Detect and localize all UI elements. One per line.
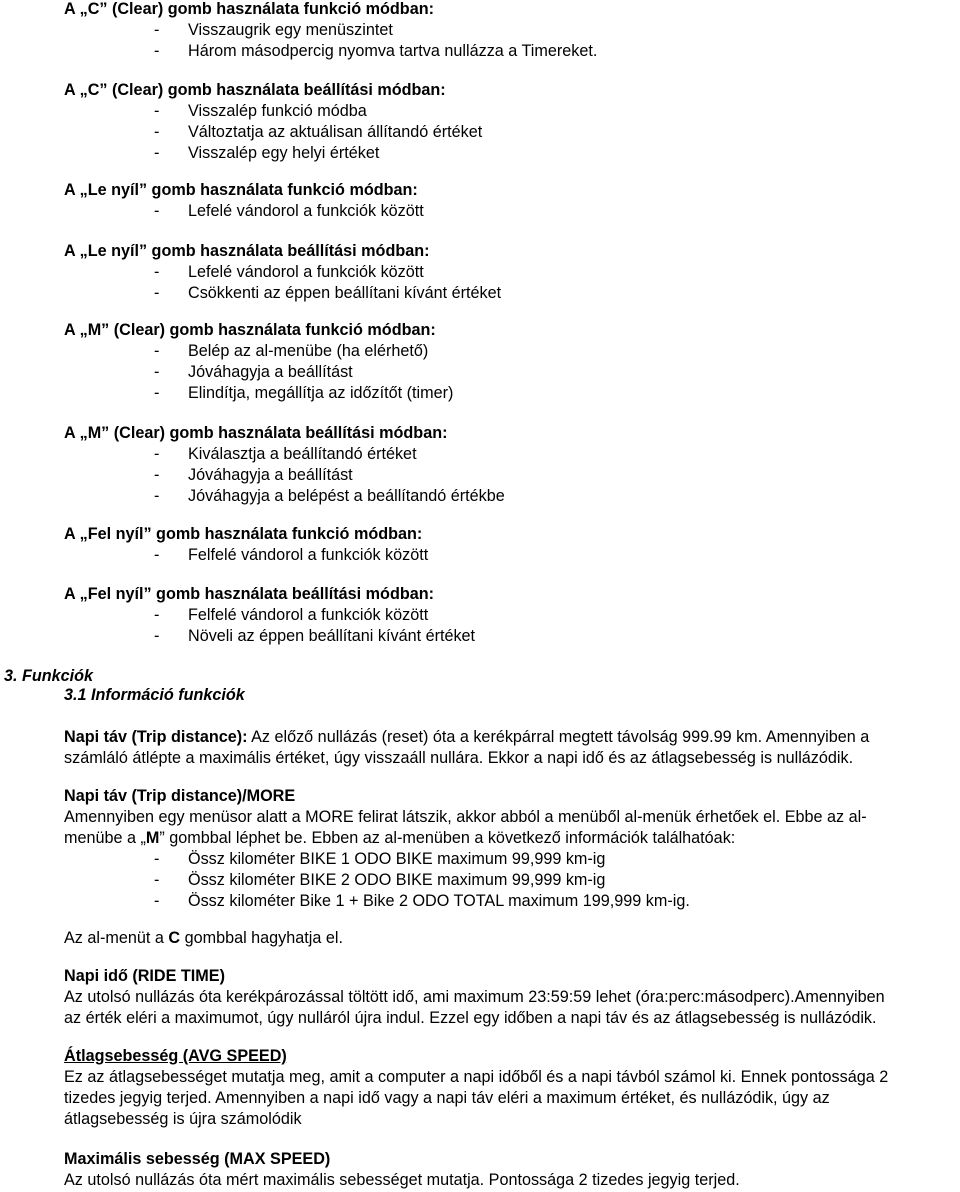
list-item: - Felfelé vándorol a funkciók között [154,546,429,564]
chapter-subtitle: 3.1 Információ funkciók [64,686,245,704]
list-item: - Lefelé vándorol a funkciók között [154,202,424,220]
list-item: - Három másodpercig nyomva tartva nullázza a Timereket. [154,42,598,60]
trip-more-paragraph [64,786,954,912]
section-m-function-mode [64,320,940,404]
odo-list [64,849,954,912]
list-item: - Belép az al-menübe (ha elérhető) [154,342,429,360]
list-item: - Össz kilométer BIKE 2 ODO BIKE maximum 99,999 km-ig [154,871,606,889]
section-heading: A „Fel nyíl” gomb használata beállítási módban: [64,585,434,603]
avg-speed-text-2: tizedes jegyig terjed. Amennyiben a napi idő vagy a napi táv eléri a maximum értéket, és nullázódik, úgy az [64,1089,830,1107]
section-heading: A „Fel nyíl” gomb használata funkció módban: [64,525,423,543]
section-c-setting-mode [64,80,940,164]
section-heading: A „C” (Clear) gomb használata funkció módban: [64,0,434,18]
trip-distance-paragraph [64,727,954,769]
list-item: - Elindítja, megállítja az időzítőt (timer) [154,384,454,402]
section-heading: A „Le nyíl” gomb használata funkció módban: [64,181,418,199]
ride-time-text-2: az érték eléri a maximumot, úgy nulláról újra indul. Ezzel egy időben a napi táv és az átlagsebesség is nullázódik. [64,1009,877,1027]
section-m-setting-mode [64,423,940,507]
section-down-function-mode [64,180,940,222]
chapter-title: 3. Funkciók [4,667,94,685]
list-item: - Csökkenti az éppen beállítani kívánt értéket [154,284,502,302]
max-speed-text-1: Az utolsó nullázás óta mért maximális sebességet mutatja. Pontossága 2 tizedes jegyig terjed. [64,1171,740,1189]
trip-distance-text-2: számláló átlépte a maximális értéket, úgy visszaáll nullára. Ekkor a napi idő és az átlagsebesség is nullázódik. [64,749,854,767]
section-c-function-mode [64,0,940,62]
trip-more-text-1: Amennyiben egy menüsor alatt a MORE felirat látszik, akkor abból a menüből al-menük érhetőek el. Ebbe az al- [64,808,867,826]
section-up-function-mode [64,524,940,566]
list-item: - Jóváhagyja a beállítást [154,466,353,484]
section-heading: A „M” (Clear) gomb használata funkció módban: [64,321,436,339]
avg-speed-text-1: Ez az átlagsebességet mutatja meg, amit a computer a napi időből és a napi távból számol ki. Ennek pontossága 2 [64,1068,889,1086]
list-item: - Jóváhagyja a beállítást [154,363,353,381]
trip-more-text-2: menübe a „M” gombbal léphet be. Ebben az al-menüben a következő információk találhatóak: [64,829,736,847]
section-down-setting-mode [64,241,940,304]
list-item: - Visszaugrik egy menüszintet [154,21,393,39]
ride-time-title: Napi idő (RIDE TIME) [64,967,225,985]
trip-distance-text: Az előző nullázás (reset) óta a kerékpárral megtett távolság 999.99 km. Amennyiben a [247,728,870,746]
list-item: - Össz kilométer Bike 1 + Bike 2 ODO TOTAL maximum 199,999 km-ig. [154,892,690,910]
max-speed-paragraph [64,1149,954,1191]
section-heading: A „C” (Clear) gomb használata beállítási módban: [64,81,446,99]
list-item: - Össz kilométer BIKE 1 ODO BIKE maximum 99,999 km-ig [154,850,606,868]
trip-distance-label: Napi táv (Trip distance): [64,728,248,746]
list-item: - Lefelé vándorol a funkciók között [154,263,424,281]
ride-time-text-1: Az utolsó nullázás óta kerékpározással töltött idő, ami maximum 23:59:59 lehet (óra:perc:másodperc).Amennyiben [64,988,885,1006]
list-item: - Visszalép funkció módba [154,102,367,120]
avg-speed-paragraph [64,1046,954,1130]
section-up-setting-mode [64,584,940,647]
section-heading: A „Le nyíl” gomb használata beállítási módban: [64,242,430,260]
list-item: - Növeli az éppen beállítani kívánt értéket [154,627,476,645]
submenu-exit-note: Az al-menüt a C gombbal hagyhatja el. [64,929,343,947]
list-item: - Felfelé vándorol a funkciók között [154,606,429,624]
avg-speed-title: Átlagsebesség (AVG SPEED) [64,1047,287,1065]
ride-time-paragraph [64,966,954,1029]
list-item: - Jóváhagyja a belépést a beállítandó értékbe [154,487,505,505]
avg-speed-text-3: átlagsebesség is újra számolódik [64,1110,302,1128]
list-item: - Kiválasztja a beállítandó értéket [154,445,417,463]
max-speed-title: Maximális sebesség (MAX SPEED) [64,1150,331,1168]
list-item: - Visszalép egy helyi értéket [154,144,380,162]
section-heading: A „M” (Clear) gomb használata beállítási módban: [64,424,448,442]
list-item: - Változtatja az aktuálisan állítandó értéket [154,123,483,141]
trip-more-title: Napi táv (Trip distance)/MORE [64,787,296,805]
